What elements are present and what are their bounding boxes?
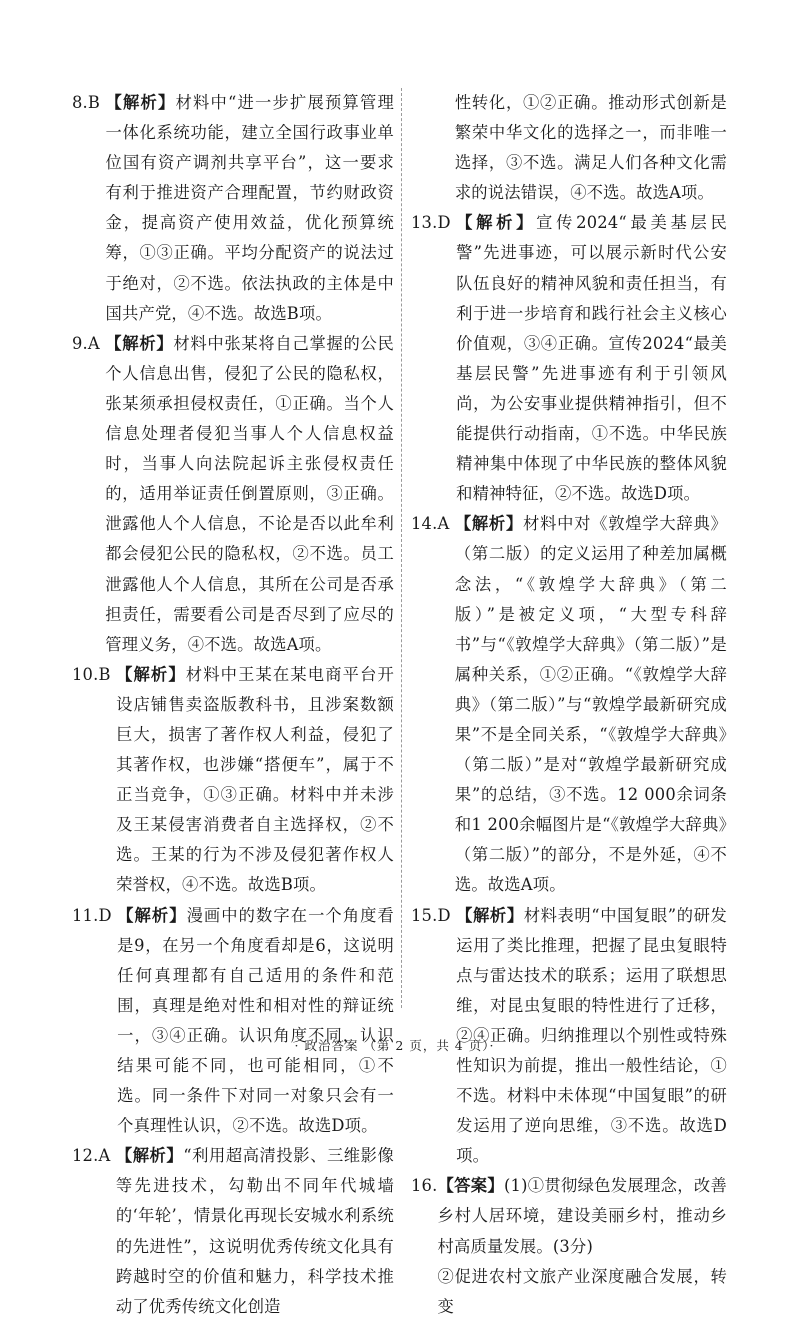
answer-item-11 (72, 901, 394, 1142)
question-number: 15.D (411, 905, 451, 925)
analysis-tag: 【解析】 (456, 905, 524, 925)
right-column (411, 88, 727, 1322)
analysis-tag: 【解析】 (105, 333, 174, 353)
answer-explanation (455, 509, 727, 900)
answer-tag: 【答案】 (437, 1176, 504, 1196)
analysis-tag: 【解析】 (454, 514, 524, 534)
question-number: 11.D (72, 905, 112, 925)
explanation-text: 材料中张某将自己掌握的公民个人信息出售，侵犯了公民的隐私权，张某须承担侵权责任，①正确。当个人信息处理者侵犯当事人个人信息权益时，当事人向法院起诉主张侵权责任的，适用举证责任倒置原则，③正确。泄露他人个人信息，不论是否以此牟利都会侵犯公民的隐私权，②不选。员工泄露他人个人信息，其所在公司是否承担责任，需要看公司是否尽到了应尽的管理义务，④不选。故选A项。 (105, 333, 394, 654)
left-column (72, 88, 394, 1322)
explanation-text: 材料中王某在某电商平台开设店铺售卖盗版教科书，且涉案数额巨大，损害了著作权人利益，侵犯了其著作权，也涉嫌“搭便车”，属于不正当竞争，①③正确。材料中并未涉及王某侵害消费者自主选择权，②不选。王某的行为不涉及侵犯著作权人荣誉权，④不选。故选B项。 (116, 664, 394, 895)
answer-item-8 (72, 88, 394, 329)
question-number: 8.B (72, 93, 101, 112)
answer-item-12 (72, 1141, 394, 1322)
answer-explanation (105, 329, 394, 660)
answer-item-16 (411, 1171, 727, 1321)
answer-item-14 (411, 509, 727, 900)
answer-text-continued: ②促进农村文旅产业深度融合发展，转变 (437, 1266, 727, 1316)
answer-explanation (106, 88, 395, 329)
analysis-tag: 【解析】 (117, 905, 187, 925)
explanation-text: 材料中对《敦煌学大辞典》（第二版）的定义运用了种差加属概念法，“《敦煌学大辞典》（第二版）”是被定义项，“大型专科辞书”与“《敦煌学大辞典》（第二版）”是属种关系，①②正确。“《敦煌学大辞典》（第二版）”与“敦煌学最新研究成果”不是全同关系，“《敦煌学大辞典》（第二版）”是对“敦煌学最新研究成果”的总结，③不选。12 000余词条和1 200余幅图片是“《敦煌学大辞典》（第二版）”的部分，不是外延，④不选。故选A项。 (454, 514, 727, 895)
question-number: 16. (411, 1176, 438, 1196)
answer-item-13 (411, 208, 727, 509)
answer-item-12-continued (411, 88, 727, 208)
answer-item-10 (72, 660, 394, 901)
question-number: 12.A (72, 1146, 111, 1166)
explanation-text: “利用超高清投影、三维影像等先进技术，勾勒出不同年代城墙的‘年轮’，情景化再现长安城水利系统的先进性”，这说明优秀传统文化具有跨越时空的价值和魅力，科学技术推动了优秀传统文化创造 (115, 1146, 394, 1316)
analysis-tag: 【解析】 (105, 93, 176, 112)
continuation-text: 性转化，①②正确。推动形式创新是繁荣中华文化的选择之一，而非唯一选择，③不选。满足人们各种文化需求的说法错误，④不选。故选A项。 (454, 93, 727, 203)
answer-content (438, 1171, 728, 1321)
page-footer: · 政治答案 （第 2 页，共 4 页）· (294, 1038, 495, 1053)
question-number: 14.A (411, 514, 450, 534)
answer-item-9 (72, 329, 394, 660)
answer-explanation (117, 901, 394, 1142)
analysis-tag: 【解析】 (116, 664, 186, 684)
answer-explanation (116, 660, 394, 901)
answer-text: (1)①贯彻绿色发展理念，改善乡村人居环境，建设美丽乡村，推动乡村高质量发展。(3分) (437, 1176, 727, 1256)
explanation-text: 材料中“进一步扩展预算管理一体化系统功能，建立全国行政事业单位国有资产调剂共享平台”，这一要求有利于推进资产合理配置，节约财政资金，提高资产使用效益，优化预算统筹，①③正确。平均分配资产的说法过于绝对，②不选。依法执政的主体是中国共产党，④不选。故选B项。 (105, 93, 394, 323)
explanation-text: 材料表明“中国复眼”的研发运用了类比推理，把握了昆虫复眼特点与雷达技术的联系；运用了联想思维，对昆虫复眼的特性进行了迁移，②④正确。归纳推理以个别性或特殊性知识为前提，推出一般性结论，①不选。材料中未体现“中国复眼”的研发运用了逆向思维，③不选。故选D项。 (456, 905, 727, 1166)
analysis-tag: 【解析】 (115, 1146, 184, 1166)
explanation-text: 宣传2024“最美基层民警”先进事迹，可以展示新时代公安队伍良好的精神风貌和责任担当，有利于进一步培育和践行社会主义核心价值观，③④正确。宣传2024“最美基层民警”先进事迹有利于引领风尚，为公安事业提供精神指引，但不能提供行动指南，①不选。中华民族精神集中体现了中华民族的整体风貌和精神特征，②不选。故选D项。 (456, 213, 727, 504)
question-number: 13.D (411, 213, 451, 233)
answer-explanation (456, 208, 727, 509)
question-number: 10.B (72, 664, 111, 684)
analysis-tag: 【解析】 (456, 213, 537, 233)
answer-explanation (116, 1141, 394, 1322)
column-divider (401, 88, 402, 1008)
question-number: 9.A (72, 333, 100, 353)
explanation-text: 漫画中的数字在一个角度看是9，在另一个角度看却是6，这说明任何真理都有自己适用的条件和范围，真理是绝对性和相对性的辩证统一，③④正确。认识角度不同，认识结果可能不同，也可能相同，①不选。同一条件下对同一对象只会有一个真理性认识，②不选。故选D项。 (117, 905, 394, 1136)
